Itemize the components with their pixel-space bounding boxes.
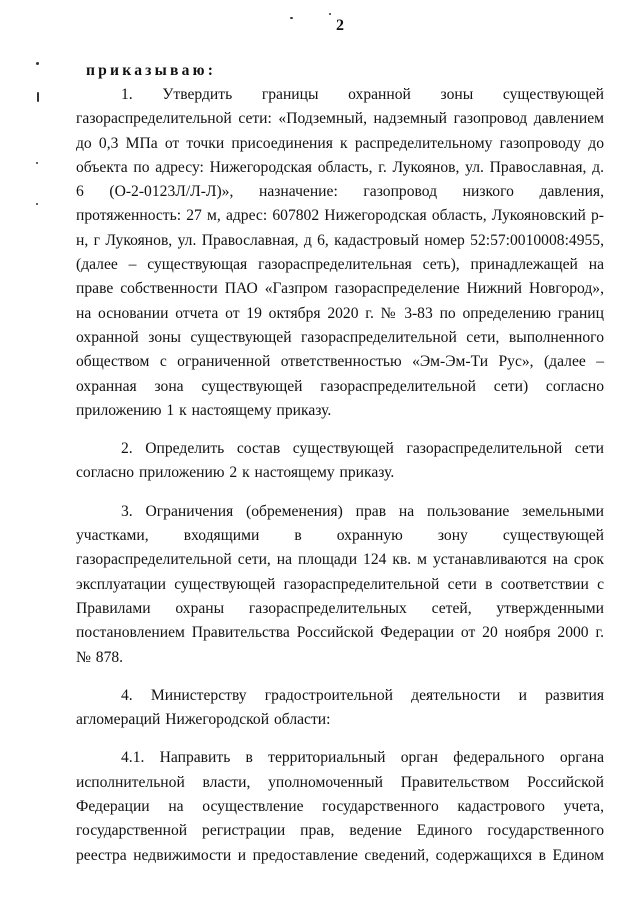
paragraph-4-1: 4.1. Направить в территориальный орган федерального органа исполнительной власти, уполномоченный Правительством Российской Федерации на осуществление государственного кадастрового учета, государственной регистрации прав, ведение Единого государственного реестра недвижимости и предоставление сведений, содержащихся в Едином: [76, 749, 604, 864]
paragraph-2: 2. Определить состав существующей газораспределительной сети согласно приложению 2 к настоящему приказу.: [76, 440, 604, 482]
paragraph-3: 3. Ограничения (обременения) прав на пользование земельными участками, входящими в охранную зону существующей газораспределительной сети, на площади 124 кв. м устанавливаются на срок эксплуатации существующей газораспределительной сети в соответствии с Правилами охраны газораспределительных сетей, утвержденными постановлением Правительства Российской Федерации от 20 ноября 2000 г. № 878.: [76, 502, 604, 666]
page-number: 2: [336, 17, 344, 34]
paragraph-4: 4. Министерству градостроительной деятельности и развития агломераций Нижегородской области:: [76, 686, 604, 729]
order-heading: приказываю:: [86, 62, 217, 79]
paragraph-1: 1. Утвердить границы охранной зоны существующей газораспределительной сети: «Подземный, надземный газопровод давлением до 0,3 МПа от точки присоединения к распределительному газопроводу до объекта по адресу: Нижегородская область, г. Лукоянов, ул. Православная, д. 6 (О-2-0123Л/Л-Л)», назначение: газопровод низкого давления, протяженность: 27 м, адрес: 607802 Нижегородская область, Лукояновский р-н, г Лукоянов, ул. Православная, д 6, кадастровый номер 52:57:0010008:4955, (далее – существующая газораспределительная сеть), принадлежащей на праве собственности ПАО «Газпром газораспределение Нижний Новгород», на основании отчета от 19 октября 2020 г. № 3-83 по определению границ охранной зоны существующей газораспределительной сети, выполненного обществом с ограниченной ответственностью «Эм-Эм-Ти Рус», (далее – охранная зона существующей газораспределительной сети) согласно приложению 1 к настоящему приказу.: [76, 86, 604, 419]
scan-speck: [36, 203, 38, 205]
scan-speck: [37, 92, 39, 102]
scan-speck: [36, 62, 39, 65]
scan-speck: [329, 13, 331, 15]
scan-speck: [290, 17, 293, 19]
document-body: [76, 83, 604, 882]
scan-speck: [36, 162, 38, 164]
